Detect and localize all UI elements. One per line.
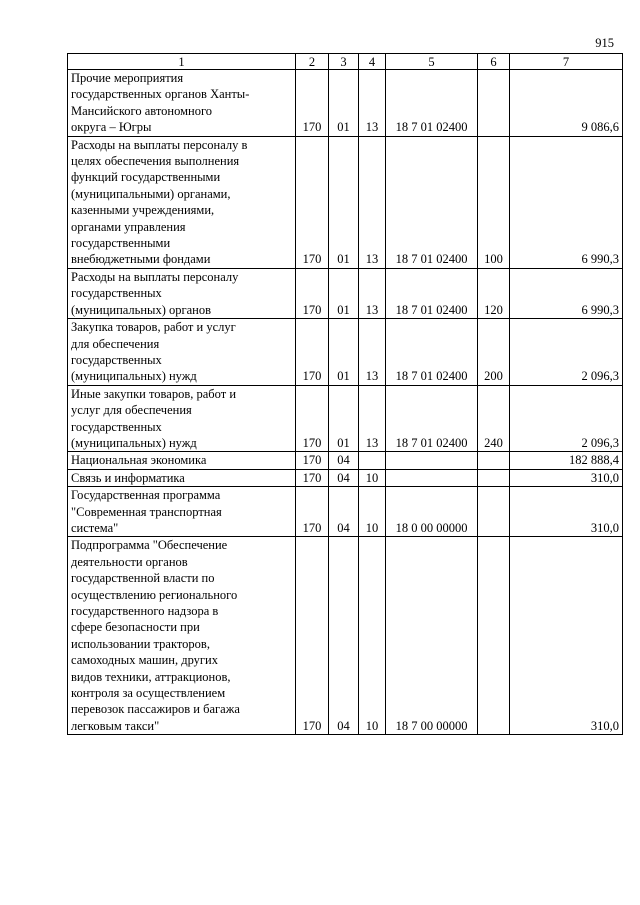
row-ved-code: 170 <box>296 319 329 386</box>
row-subsection-code: 13 <box>359 136 386 268</box>
row-target-code: 18 7 01 02400 <box>386 268 478 318</box>
row-target-code: 18 7 01 02400 <box>386 70 478 137</box>
row-amount: 2 096,3 <box>510 385 623 452</box>
row-expense-type-code <box>478 487 510 537</box>
row-section-code: 01 <box>329 385 359 452</box>
table-row <box>68 452 623 469</box>
row-name: Иные закупки товаров, работ и услуг для обеспечения государственных (муниципальных) нужд <box>68 385 296 452</box>
table-body <box>68 70 623 735</box>
row-amount: 9 086,6 <box>510 70 623 137</box>
row-expense-type-code <box>478 70 510 137</box>
row-subsection-code: 10 <box>359 469 386 486</box>
row-subsection-code: 13 <box>359 70 386 137</box>
row-target-code: 18 7 01 02400 <box>386 136 478 268</box>
row-name: Связь и информатика <box>68 469 296 486</box>
row-subsection-code: 13 <box>359 268 386 318</box>
row-expense-type-code <box>478 469 510 486</box>
row-section-code: 04 <box>329 469 359 486</box>
row-target-code: 18 7 01 02400 <box>386 319 478 386</box>
header-col-4: 4 <box>359 54 386 70</box>
row-expense-type-code <box>478 537 510 735</box>
row-section-code: 01 <box>329 319 359 386</box>
row-name: Расходы на выплаты персоналу в целях обеспечения выполнения функций государственными (муниципальными) органами, казенными учреждениями, органами управления государственными внебюджетными фондами <box>68 136 296 268</box>
row-ved-code: 170 <box>296 487 329 537</box>
header-col-2: 2 <box>296 54 329 70</box>
table-row <box>68 319 623 386</box>
row-target-code: 18 0 00 00000 <box>386 487 478 537</box>
row-subsection-code: 10 <box>359 537 386 735</box>
row-amount: 310,0 <box>510 487 623 537</box>
row-section-code: 01 <box>329 70 359 137</box>
row-expense-type-code <box>478 452 510 469</box>
header-col-1: 1 <box>68 54 296 70</box>
header-col-3: 3 <box>329 54 359 70</box>
row-ved-code: 170 <box>296 469 329 486</box>
row-ved-code: 170 <box>296 452 329 469</box>
row-expense-type-code: 200 <box>478 319 510 386</box>
budget-table <box>67 53 623 735</box>
row-name: Национальная экономика <box>68 452 296 469</box>
row-section-code: 04 <box>329 537 359 735</box>
row-ved-code: 170 <box>296 268 329 318</box>
row-name: Государственная программа "Современная транспортная система" <box>68 487 296 537</box>
row-amount: 6 990,3 <box>510 268 623 318</box>
row-section-code: 04 <box>329 487 359 537</box>
row-name: Расходы на выплаты персоналу государственных (муниципальных) органов <box>68 268 296 318</box>
row-amount: 2 096,3 <box>510 319 623 386</box>
row-ved-code: 170 <box>296 537 329 735</box>
row-amount: 310,0 <box>510 469 623 486</box>
row-amount: 6 990,3 <box>510 136 623 268</box>
row-name: Подпрограмма "Обеспечение деятельности органов государственной власти по осуществлению регионального государственного надзора в сфере безопасности при использовании тракторов, самоходных машин, других видов техники, аттракционов, контроля за осуществлением перевозок пассажиров и багажа легковым такси" <box>68 537 296 735</box>
page-number: 915 <box>595 36 614 50</box>
row-section-code: 04 <box>329 452 359 469</box>
row-ved-code: 170 <box>296 136 329 268</box>
table-row <box>68 70 623 137</box>
row-expense-type-code: 100 <box>478 136 510 268</box>
row-ved-code: 170 <box>296 70 329 137</box>
header-col-7: 7 <box>510 54 623 70</box>
row-subsection-code <box>359 452 386 469</box>
header-col-5: 5 <box>386 54 478 70</box>
table-row <box>68 537 623 735</box>
row-subsection-code: 10 <box>359 487 386 537</box>
row-target-code: 18 7 01 02400 <box>386 385 478 452</box>
row-name: Закупка товаров, работ и услуг для обеспечения государственных (муниципальных) нужд <box>68 319 296 386</box>
table-row <box>68 268 623 318</box>
row-expense-type-code: 240 <box>478 385 510 452</box>
row-section-code: 01 <box>329 268 359 318</box>
row-target-code <box>386 452 478 469</box>
table-row <box>68 469 623 486</box>
row-ved-code: 170 <box>296 385 329 452</box>
header-row <box>68 54 623 70</box>
row-section-code: 01 <box>329 136 359 268</box>
header-col-6: 6 <box>478 54 510 70</box>
row-target-code <box>386 469 478 486</box>
row-subsection-code: 13 <box>359 319 386 386</box>
table-row <box>68 487 623 537</box>
row-target-code: 18 7 00 00000 <box>386 537 478 735</box>
table-row <box>68 385 623 452</box>
row-amount: 310,0 <box>510 537 623 735</box>
row-amount: 182 888,4 <box>510 452 623 469</box>
row-expense-type-code: 120 <box>478 268 510 318</box>
row-name: Прочие мероприятия государственных органов Ханты- Мансийского автономного округа – Югры <box>68 70 296 137</box>
table-row <box>68 136 623 268</box>
row-subsection-code: 13 <box>359 385 386 452</box>
